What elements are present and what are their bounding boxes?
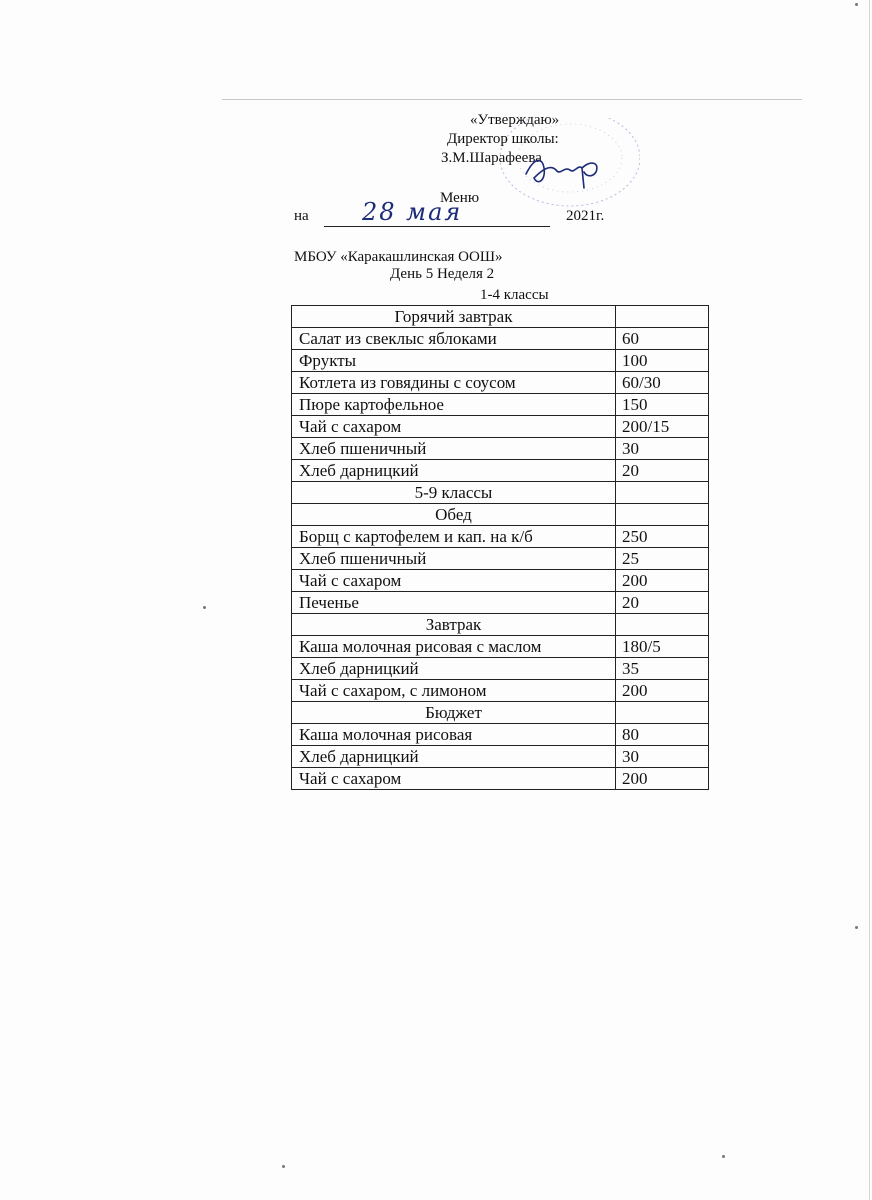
table-row	[292, 372, 709, 394]
table-row	[292, 680, 709, 702]
day-week: День 5 Неделя 2	[390, 266, 495, 282]
scan-speck	[282, 1165, 285, 1168]
scan-speck	[855, 926, 858, 929]
section-row	[292, 482, 709, 504]
section-row	[292, 306, 709, 328]
date-underline	[324, 226, 550, 227]
dish-name: Чай с сахаром	[292, 416, 616, 438]
portion-amount	[616, 614, 709, 636]
table-row	[292, 746, 709, 768]
portion-amount: 25	[616, 548, 709, 570]
table-row	[292, 768, 709, 790]
portion-amount: 200	[616, 570, 709, 592]
section-row	[292, 702, 709, 724]
portion-amount: 200	[616, 768, 709, 790]
dish-name: Каша молочная рисовая с маслом	[292, 636, 616, 658]
menu-table-body	[292, 306, 709, 790]
table-row	[292, 724, 709, 746]
dish-name: Фрукты	[292, 350, 616, 372]
menu-title: Меню	[440, 190, 480, 206]
portion-amount	[616, 482, 709, 504]
portion-amount: 100	[616, 350, 709, 372]
table-row	[292, 592, 709, 614]
table-row	[292, 526, 709, 548]
section-row	[292, 614, 709, 636]
portion-amount: 60/30	[616, 372, 709, 394]
scan-speck	[203, 606, 206, 609]
section-title: 5-9 классы	[292, 482, 616, 504]
date-year: 2021г.	[566, 208, 605, 224]
dish-name: Чай с сахаром, с лимоном	[292, 680, 616, 702]
signature-icon	[520, 148, 610, 192]
portion-amount: 30	[616, 438, 709, 460]
table-row	[292, 438, 709, 460]
dish-name: Печенье	[292, 592, 616, 614]
table-row	[292, 394, 709, 416]
scan-speck	[722, 1155, 725, 1158]
portion-amount: 20	[616, 460, 709, 482]
date-prefix: на	[294, 208, 309, 224]
table-row	[292, 636, 709, 658]
director-title: Директор школы:	[447, 131, 559, 147]
dish-name: Салат из свеклыс яблоками	[292, 328, 616, 350]
portion-amount	[616, 306, 709, 328]
portion-amount: 150	[616, 394, 709, 416]
dish-name: Чай с сахаром	[292, 768, 616, 790]
table-row	[292, 350, 709, 372]
portion-amount: 250	[616, 526, 709, 548]
portion-amount: 200/15	[616, 416, 709, 438]
dish-name: Хлеб дарницкий	[292, 746, 616, 768]
handwritten-date: 28 мая	[362, 198, 463, 226]
section-row	[292, 504, 709, 526]
table-row	[292, 548, 709, 570]
dish-name: Котлета из говядины с соусом	[292, 372, 616, 394]
director-name: З.М.Шарафеева	[441, 150, 542, 166]
section-title: Горячий завтрак	[292, 306, 616, 328]
grades-heading: 1-4 классы	[480, 287, 549, 303]
portion-amount	[616, 504, 709, 526]
section-title: Завтрак	[292, 614, 616, 636]
dish-name: Хлеб дарницкий	[292, 460, 616, 482]
table-row	[292, 416, 709, 438]
portion-amount: 60	[616, 328, 709, 350]
dish-name: Хлеб пшеничный	[292, 548, 616, 570]
scan-top-line	[222, 99, 802, 100]
dish-name: Борщ с картофелем и кап. на к/б	[292, 526, 616, 548]
portion-amount: 180/5	[616, 636, 709, 658]
dish-name: Хлеб дарницкий	[292, 658, 616, 680]
dish-name: Хлеб пшеничный	[292, 438, 616, 460]
section-title: Обед	[292, 504, 616, 526]
dish-name: Пюре картофельное	[292, 394, 616, 416]
scan-edge-line	[869, 0, 870, 1200]
portion-amount	[616, 702, 709, 724]
section-title: Бюджет	[292, 702, 616, 724]
portion-amount: 30	[616, 746, 709, 768]
portion-amount: 200	[616, 680, 709, 702]
portion-amount: 80	[616, 724, 709, 746]
dish-name: Чай с сахаром	[292, 570, 616, 592]
portion-amount: 20	[616, 592, 709, 614]
scan-speck	[855, 3, 858, 6]
table-row	[292, 328, 709, 350]
table-row	[292, 658, 709, 680]
approval-heading: «Утверждаю»	[470, 112, 560, 128]
school-name: МБОУ «Каракашлинская ООШ»	[294, 249, 503, 265]
table-row	[292, 570, 709, 592]
menu-table	[291, 305, 709, 790]
table-row	[292, 460, 709, 482]
dish-name: Каша молочная рисовая	[292, 724, 616, 746]
portion-amount: 35	[616, 658, 709, 680]
